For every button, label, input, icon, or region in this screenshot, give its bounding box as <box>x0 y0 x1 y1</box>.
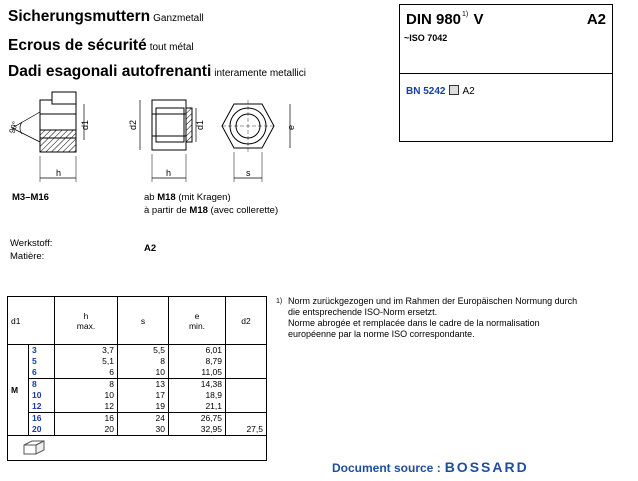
table-footer-row <box>8 436 267 461</box>
material-code: A2 <box>586 11 606 28</box>
cad-model-icon[interactable] <box>22 439 46 455</box>
bn-box <box>399 73 613 142</box>
title-it: Dadi esagonali autofrenanti interamente metallici <box>8 63 306 80</box>
nut-top-view-hex <box>222 100 290 182</box>
d1-label-left: d1 <box>80 119 90 130</box>
technical-drawing <box>0 90 310 190</box>
d1-label-collar: d1 <box>195 119 205 130</box>
thread-prefix: M <box>8 345 29 436</box>
material-label-fr: Matière: <box>10 251 45 262</box>
s-label: s <box>246 168 251 178</box>
size-col-group-3: 16 20 <box>29 413 55 436</box>
bn-material: A2 <box>462 86 475 97</box>
h-label-collar: h <box>166 168 172 178</box>
d2-label: d2 <box>128 119 138 130</box>
note-de-2: die entsprechende ISO-Norm ersetzt. <box>288 307 438 317</box>
s-col-group-3: 24 30 <box>118 413 169 436</box>
e-col-group-1: 6,01 8,79 11,05 <box>169 345 226 379</box>
d2-col-group-2 <box>226 379 267 413</box>
collar-note-fr: à partir de M18 (avec collerette) <box>144 205 279 216</box>
angle-label: 90° <box>7 120 21 135</box>
d2-col-group-1 <box>226 345 267 379</box>
h-col-group-3: 16 20 <box>55 413 118 436</box>
h-col-group-1: 3,7 5,1 6 <box>55 345 118 379</box>
title-fr: Ecrous de sécurité tout métal <box>8 37 194 54</box>
standard-box <box>399 4 613 74</box>
bossard-logo[interactable]: BOSSARD <box>444 459 529 475</box>
table-body-row <box>8 345 267 379</box>
table-footer <box>8 436 267 461</box>
dimension-table <box>7 296 267 461</box>
range-label: M3–M16 <box>12 192 49 203</box>
header-d2: d2 <box>226 297 267 345</box>
nut-side-view-left <box>12 92 84 182</box>
h-label-left: h <box>56 168 62 178</box>
table-header-row <box>8 297 267 345</box>
collar-note-de: ab M18 (mit Kragen) <box>144 192 231 203</box>
material-value: A2 <box>144 243 157 254</box>
header-d1: d1 <box>8 297 55 345</box>
size-col-group-2: 8 10 12 <box>29 379 55 413</box>
bn-code[interactable]: BN 5242 <box>406 86 446 97</box>
h-col-group-2: 8 10 12 <box>55 379 118 413</box>
note-marker: 1) <box>276 298 283 305</box>
document-source: Document source : BOSSARD <box>332 459 529 475</box>
material-label-de: Werkstoff: <box>10 238 53 249</box>
note-fr-2: européenne par la norme ISO correspondante. <box>288 329 475 339</box>
d2-col-group-3: 27,5 <box>226 413 267 436</box>
table-body-row <box>8 379 267 413</box>
iso-reference: ~ISO 7042 <box>404 33 448 43</box>
e-col-group-2: 14,38 18,9 21,1 <box>169 379 226 413</box>
header-e: e min. <box>169 297 226 345</box>
e-label: e <box>286 124 296 130</box>
header-h: h max. <box>55 297 118 345</box>
note-de-1: Norm zurückgezogen und im Rahmen der Europäischen Normung durch <box>288 296 578 306</box>
title-de: Sicherungsmuttern Ganzmetall <box>8 8 204 25</box>
s-col-group-1: 5,5 8 10 <box>118 345 169 379</box>
table-body-row <box>8 413 267 436</box>
note-fr-1: Norme abrogée et remplacée dans le cadre de la normalisation <box>288 318 540 328</box>
din-label: DIN 980$^{1)}$ V <box>406 11 484 28</box>
material-swatch-icon <box>449 85 459 95</box>
header-s: s <box>118 297 169 345</box>
size-col-group-1: 3 5 6 <box>29 345 55 379</box>
s-col-group-2: 13 17 19 <box>118 379 169 413</box>
bn-line <box>406 85 475 97</box>
e-col-group-3: 26,75 32,95 <box>169 413 226 436</box>
